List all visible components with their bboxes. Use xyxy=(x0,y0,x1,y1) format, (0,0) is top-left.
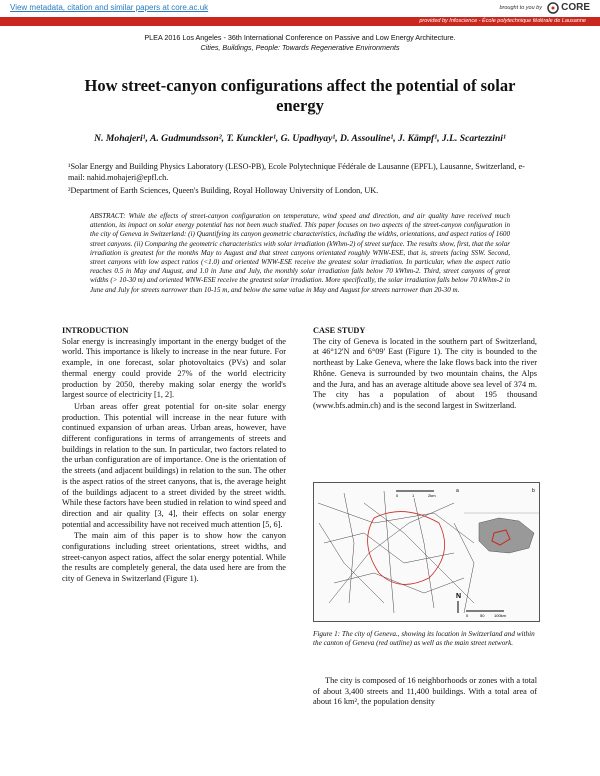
abstract: ABSTRACT: While the effects of street-canyon configuration on temperature, wind speed and direction, and air quality have received much attention, its impact on solar energy potential has not been much studied. This paper focuses on two aspects of the street-canyon configuration in the city of Geneva in Switzerland: (i) Quantifying its canyon geometric characteristics, including the widths, orientations, and aspect ratios of 1600 street canyons. (ii) Comparing the geometric characteristics with solar irradiation (kWhm-2) of street surface. The results show, first, that the solar irradiation is greatest for the months May to August and that street canyons orientated roughly WNW-ESE, that is, streets facing SSW. Second, street canyons with low aspect ratios (<1.0) and oriented WNW-ESE receive the greatest solar irradiation. In particular, when the aspect ratio reaches 0.5 in May and August, and 1.0 in June and July, the monthly solar irradiation falls below 70 kWhm-2. Third, street canyons of great widths (> 10-30 m) and oriented WNW-ESE receive the greatest solar irradiation. More specifically, the solar irradiation falls below 70 kWhm-2 in June and July for streets narrower than 10-15 m, and below the same value in May and August for streets narrower than 20-30 m. xyxy=(90,212,510,294)
panel-label-a: a xyxy=(456,488,459,494)
introduction-paragraph: The main aim of this paper is to show how the canyon configurations including street orientations, street widths, and street-canyon aspect ratios, affect the solar energy potential. While the results are completely general, the data used here are from the city of Geneva in Switzerland (Figure 1). xyxy=(62,531,286,584)
scale-a-0: 0 xyxy=(396,493,399,498)
core-logo-icon xyxy=(546,1,560,15)
case-study-heading: CASE STUDY xyxy=(313,326,366,335)
introduction-paragraph: Solar energy is increasingly important in the energy budget of the world. This importance is likely to increase in the near future. For example, in one forecast, solar photovoltaics (PVs) and solar thermal energy could provide 27% of the world electricity production by 2050, thereby making solar energy the world's largest source of electricity [1, 2]. xyxy=(62,336,286,400)
paper-title: How street-canyon configurations affect the potential of solar energy xyxy=(84,76,516,115)
red-district-outline xyxy=(368,512,445,585)
figure-1-map xyxy=(313,482,540,622)
north-label: N xyxy=(456,593,462,600)
provided-by-text[interactable]: provided by Infoscience - École polytechnique fédérale de Lausanne xyxy=(419,18,586,24)
conference-header xyxy=(0,33,600,52)
case-study-paragraph: The city is composed of 16 neighborhoods or zones with a total of about 3,400 streets and 11,400 buildings. With a total area of about 16 km², the population density xyxy=(313,676,537,707)
street-network xyxy=(318,491,474,613)
brought-by-text: brought to you by xyxy=(499,5,542,11)
scale-b-1: 50 xyxy=(480,613,485,618)
core-logo[interactable] xyxy=(546,1,590,15)
panel-label-b: b xyxy=(532,488,535,494)
north-arrow-icon xyxy=(456,593,461,613)
case-study-paragraph: The city of Geneva is located in the southern part of Switzerland, at 46°12'N and 6°09' East (Figure 1). The city is bounded to the northeast by Lake Geneva, where the lake flows back into the river Rhône. Geneva is surrounded by two mountain chains, the Alps and the Jura, and has an average altitude above sea level of 374 m. The city has a population of about 195 thousand (www.bfs.admin.ch) and is the second largest in Switzerland. xyxy=(313,336,537,410)
conference-line2: Cities, Buildings, People: Towards Regenerative Environments xyxy=(200,42,400,52)
scale-b-2: 100km xyxy=(494,613,507,618)
scale-a-2: 2km xyxy=(428,493,436,498)
figure-caption: Figure 1: The city of Geneva., showing its location in Switzerland and within the canton of Geneva (red outline) as well as the main street network. xyxy=(313,630,535,648)
switzerland-inset xyxy=(479,518,534,553)
scale-a-1: 1 xyxy=(412,493,415,498)
core-logo-text: CORE xyxy=(561,2,590,13)
metadata-link[interactable]: View metadata, citation and similar papers at core.ac.uk xyxy=(10,3,209,12)
core-header-bar xyxy=(0,0,600,16)
introduction-heading: INTRODUCTION xyxy=(62,326,129,335)
scale-b-0: 0 xyxy=(466,613,469,618)
introduction-paragraph: Urban areas offer great potential for on-site solar energy production. This potential will increase in the near future with continued expansion of urban areas. Urban areas, however, have different configurations in terms of arrangements of streets and buildings in relation to the sun. In particular, two factors related to the urban configuration are of importance. One is the orientation of the streets (and adjacent buildings) in relation to the sun. The other is the aspect ratios of the street canyons, that is, the average height of the buildings adjacent to a street divided by the street width. While these factors have been studied in relation to wind speed and direction and air quality [3, 4], their effects on solar energy potential and accessibility have not received much attention [5, 6]. xyxy=(62,401,286,529)
provided-by-bar xyxy=(0,17,600,26)
affiliation-2: ²Department of Earth Sciences, Queen's Building, Royal Holloway University of London, UK. xyxy=(68,186,379,195)
left-column xyxy=(62,326,286,586)
right-column xyxy=(313,326,537,413)
geneva-map-graphic xyxy=(314,483,539,621)
author-list: N. Mohajeri¹, A. Gudmundsson², T. Kunckler¹, G. Upadhyay¹, D. Assouline¹, J. Kämpf¹, J.L. Scartezzini¹ xyxy=(94,133,506,144)
affiliation-1: ¹Solar Energy and Building Physics Laboratory (LESO-PB), Ecole Polytechnique Fédérale de Lausanne (EPFL), Lausanne, Switzerland, e-mail: nahid.mohajeri@epfl.ch. xyxy=(68,162,525,182)
conference-line1: PLEA 2016 Los Angeles - 36th International Conference on Passive and Low Energy Architecture. xyxy=(144,33,456,42)
